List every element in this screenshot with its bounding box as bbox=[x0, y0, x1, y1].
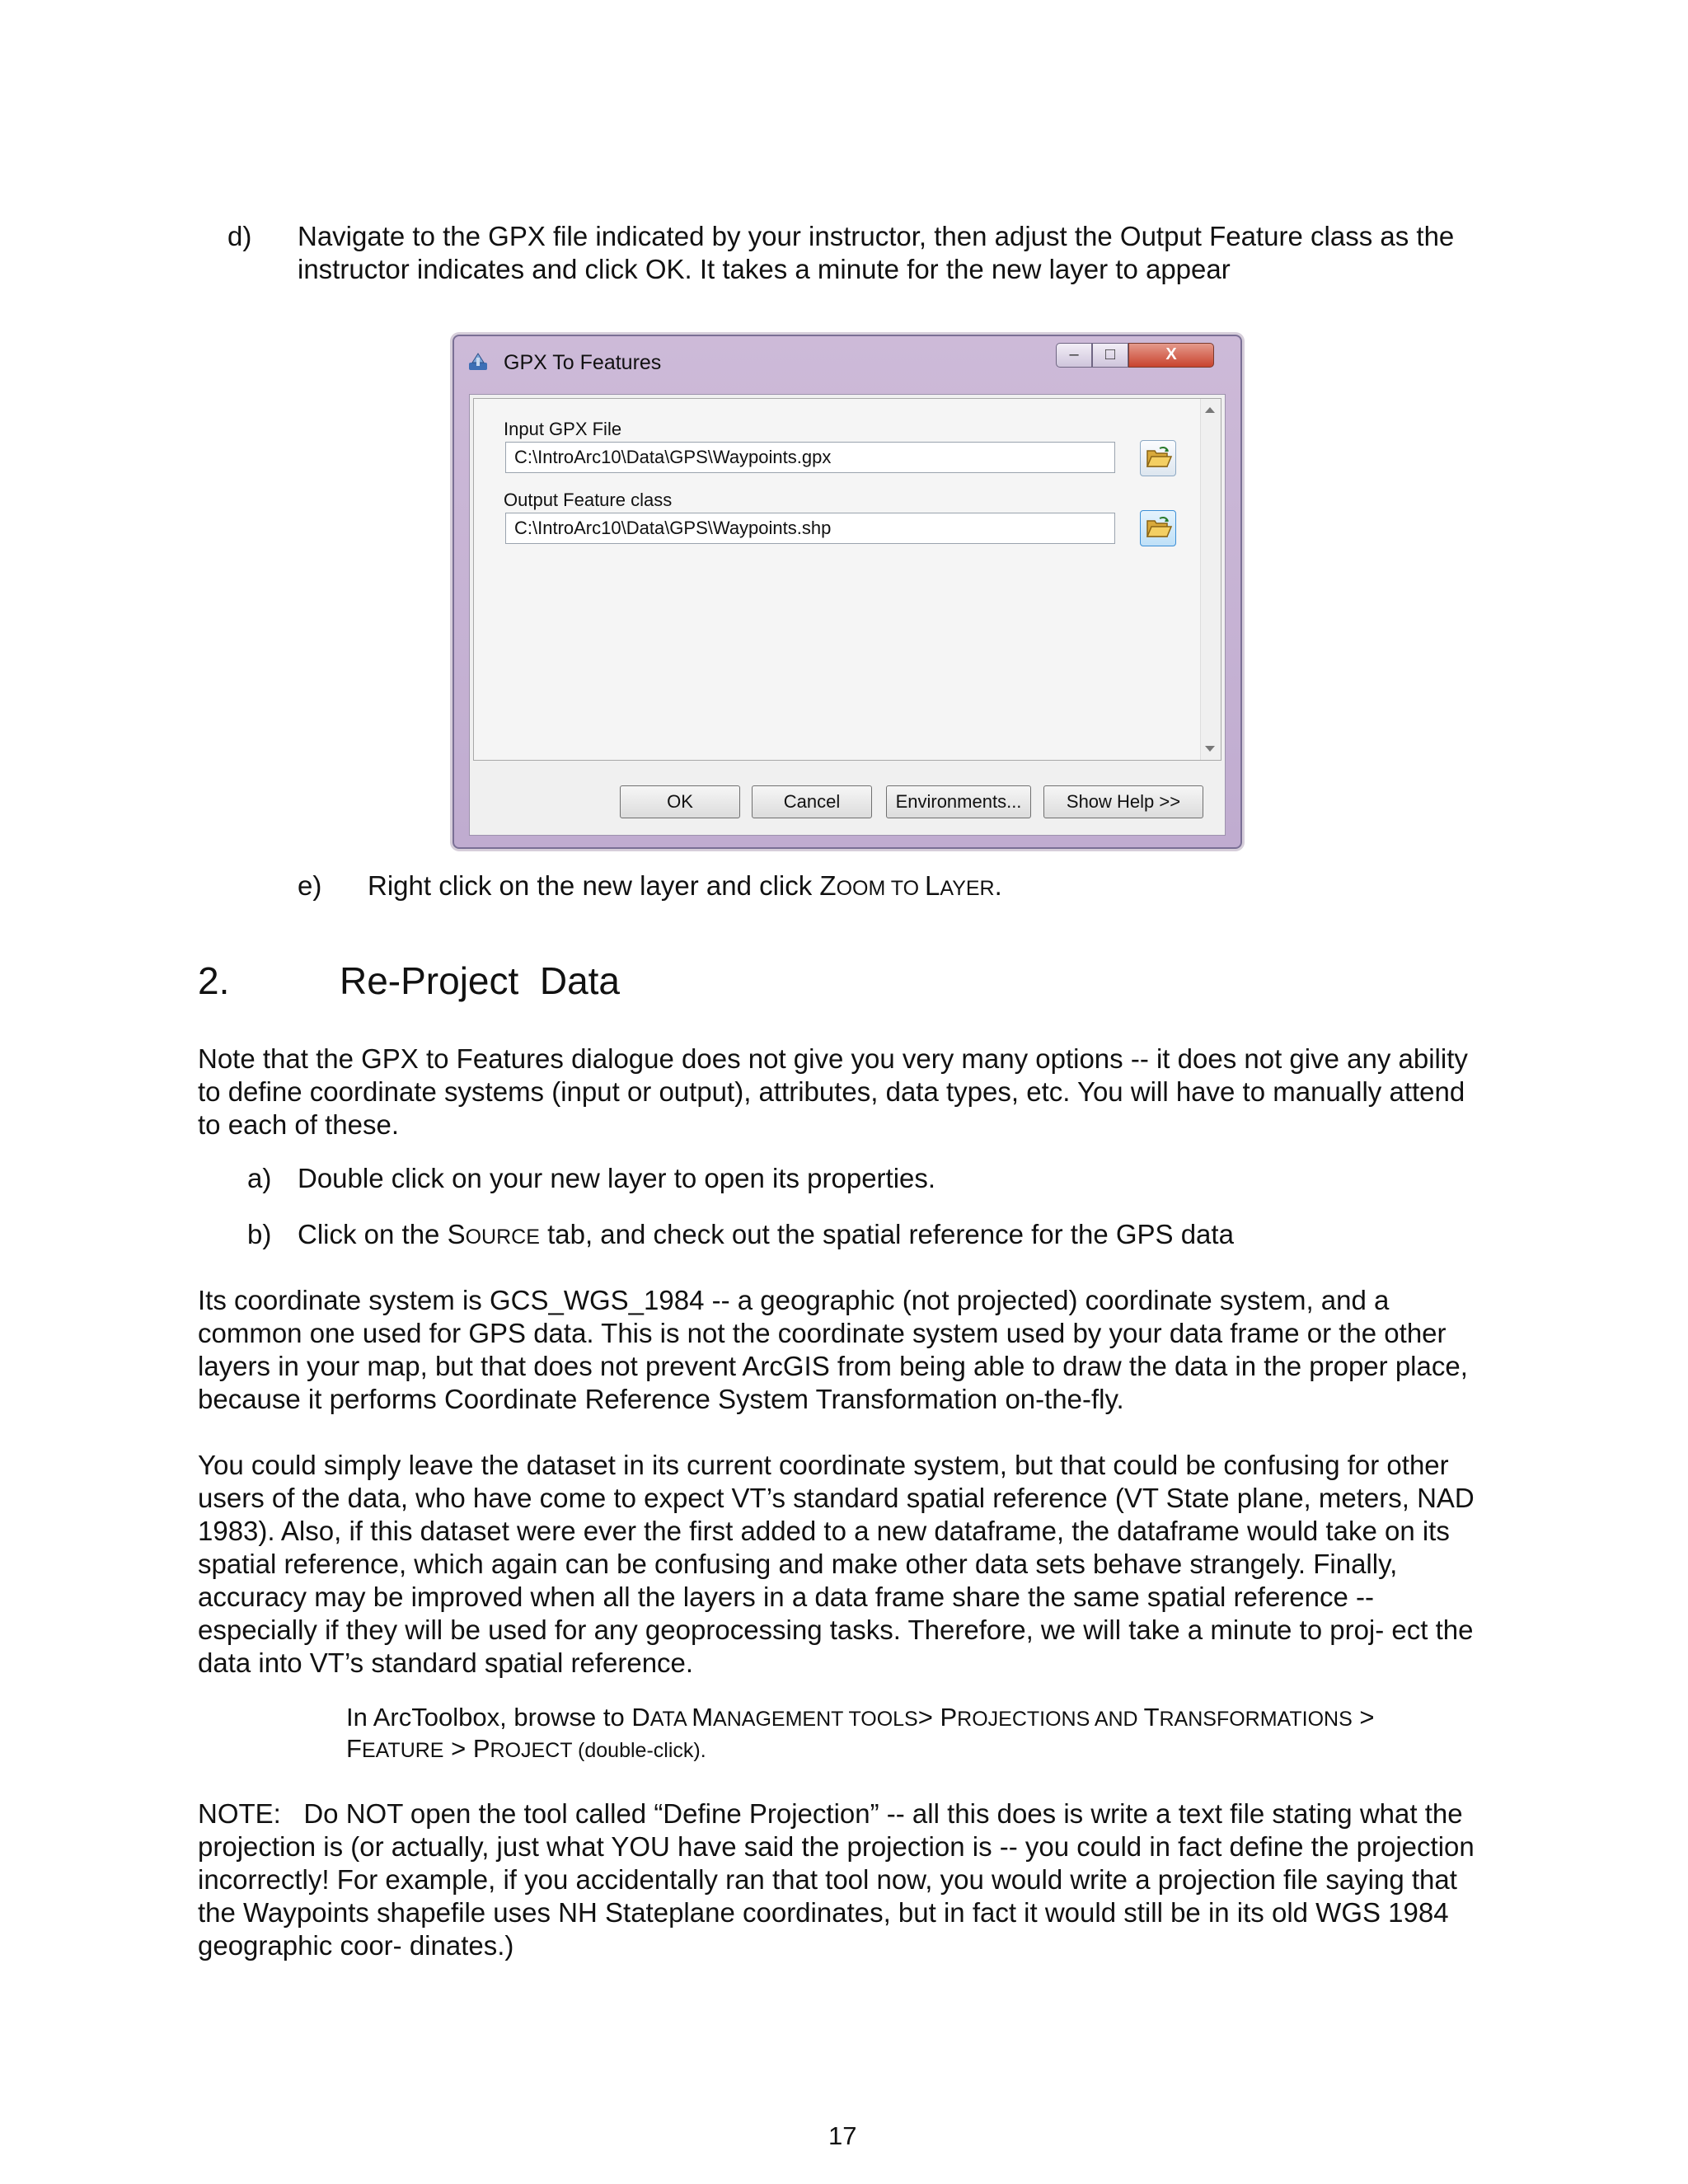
gpx-to-features-dialog bbox=[452, 335, 1242, 849]
open-folder-icon bbox=[1141, 511, 1175, 546]
para2-line-3: 1983). Also, if this dataset were ever the first added to a new dataframe, the dataframe would take on its bbox=[198, 1516, 1450, 1546]
step-b-marker: b) bbox=[247, 1219, 272, 1249]
minimize-button[interactable]: – bbox=[1056, 343, 1092, 368]
note-line-4: the Waypoints shapefile uses NH Stateplane coordinates, but in fact it would still be in its old WGS 1984 bbox=[198, 1897, 1449, 1928]
para2-line-6: especially if they will be used for any geoprocessing tasks. Therefore, we will take a minute to proj- ect the bbox=[198, 1615, 1474, 1645]
show-help-button[interactable]: Show Help >> bbox=[1043, 785, 1203, 818]
scroll-up-arrow-icon[interactable] bbox=[1205, 407, 1215, 413]
note-line-2: projection is (or actually, just what YOU have said the projection is -- you could in fact define the projection bbox=[198, 1831, 1475, 1862]
close-button[interactable]: X bbox=[1128, 343, 1214, 368]
input-gpx-file-field[interactable]: C:\IntroArc10\Data\GPS\Waypoints.gpx bbox=[505, 442, 1115, 473]
para1-line-1: Its coordinate system is GCS_WGS_1984 -- a geographic (not projected) coordinate system, and a bbox=[198, 1285, 1390, 1315]
note-line-3: incorrectly! For example, if you accidentally ran that tool now, you would write a projection file saying that bbox=[198, 1864, 1457, 1895]
page-number: 17 bbox=[828, 2121, 857, 2150]
note-line-5: geographic coor- dinates.) bbox=[198, 1930, 514, 1961]
para1-line-2: common one used for GPS data. This is not the coordinate system used by your data frame or the other bbox=[198, 1318, 1447, 1348]
intro-line-3: to each of these. bbox=[198, 1109, 400, 1140]
intro-line-2: to define coordinate systems (input or output), attributes, data types, etc. You will have to manually attend bbox=[198, 1076, 1465, 1107]
input-browse-button[interactable] bbox=[1140, 440, 1176, 476]
vertical-scrollbar[interactable] bbox=[1200, 399, 1221, 760]
para2-line-5: accuracy may be improved when all the layers in a data frame share the same spatial reference -- bbox=[198, 1582, 1375, 1612]
output-feature-class-field[interactable]: C:\IntroArc10\Data\GPS\Waypoints.shp bbox=[505, 513, 1115, 544]
parameters-panel bbox=[473, 398, 1221, 761]
step-e-sentence: Right click on the new layer and click bbox=[368, 870, 820, 901]
step-d-line-2: instructor indicates and click OK. It takes a minute for the new layer to appear bbox=[298, 254, 1231, 284]
note-line-1: NOTE: Do NOT open the tool called “Define Projection” -- all this does is write a text file stating what the bbox=[198, 1798, 1463, 1829]
open-folder-icon bbox=[1141, 441, 1175, 476]
dialog-client-area bbox=[469, 394, 1226, 836]
scroll-down-arrow-icon[interactable] bbox=[1205, 746, 1215, 752]
output-browse-button[interactable] bbox=[1140, 510, 1176, 546]
dialog-titlebar[interactable] bbox=[454, 336, 1240, 382]
para2-line-4: spatial reference, which again can be confusing and make other data sets behave strangely. Finally, bbox=[198, 1549, 1398, 1579]
dialog-title: GPX To Features bbox=[504, 351, 662, 374]
section-number: 2. bbox=[198, 959, 230, 1002]
step-a-marker: a) bbox=[247, 1163, 272, 1193]
para1-line-3: layers in your map, but that does not prevent ArcGIS from being able to draw the data in the proper place, bbox=[198, 1351, 1468, 1381]
step-d-marker: d) bbox=[227, 221, 252, 251]
para1-line-4: because it performs Coordinate Reference System Transformation on-the-fly. bbox=[198, 1384, 1124, 1414]
step-d-line-1: Navigate to the GPX file indicated by your instructor, then adjust the Output Feature class as the bbox=[298, 221, 1455, 251]
section-title: Re-Project Data bbox=[340, 959, 621, 1002]
step-e-marker: e) bbox=[298, 870, 322, 901]
environments-button[interactable]: Environments... bbox=[886, 785, 1031, 818]
step-e-text: Right click on the new layer and click ZOOM TO LAYER. bbox=[368, 870, 1002, 901]
cancel-button[interactable]: Cancel bbox=[752, 785, 872, 818]
source-tab-name: SOURCE bbox=[447, 1219, 540, 1249]
zoom-to-layer-command: ZOOM TO LAYER bbox=[819, 870, 995, 901]
maximize-button[interactable]: □ bbox=[1092, 343, 1128, 368]
para2-line-2: users of the data, who have come to expect VT’s standard spatial reference (VT State plane, meters, NAD bbox=[198, 1483, 1475, 1513]
para2-line-1: You could simply leave the dataset in its current coordinate system, but that could be confusing for other bbox=[198, 1450, 1449, 1480]
intro-line-1: Note that the GPX to Features dialogue does not give you very many options -- it does not give any ability bbox=[198, 1043, 1468, 1074]
output-feature-class-label: Output Feature class bbox=[504, 490, 673, 510]
input-gpx-file-label: Input GPX File bbox=[504, 419, 622, 439]
ok-button[interactable]: OK bbox=[620, 785, 740, 818]
toolbox-path-line-1: In ArcToolbox, browse to DATA MANAGEMENT TOOLS> PROJECTIONS AND TRANSFORMATIONS > bbox=[346, 1703, 1375, 1732]
para2-line-7: data into VT’s standard spatial reference. bbox=[198, 1647, 694, 1678]
toolbox-tool-icon bbox=[467, 351, 489, 373]
step-b-text: Click on the SOURCE tab, and check out the spatial reference for the GPS data bbox=[298, 1219, 1234, 1249]
step-a-text: Double click on your new layer to open its properties. bbox=[298, 1163, 936, 1193]
toolbox-path-line-2: FEATURE > PROJECT (double-click). bbox=[346, 1734, 706, 1763]
